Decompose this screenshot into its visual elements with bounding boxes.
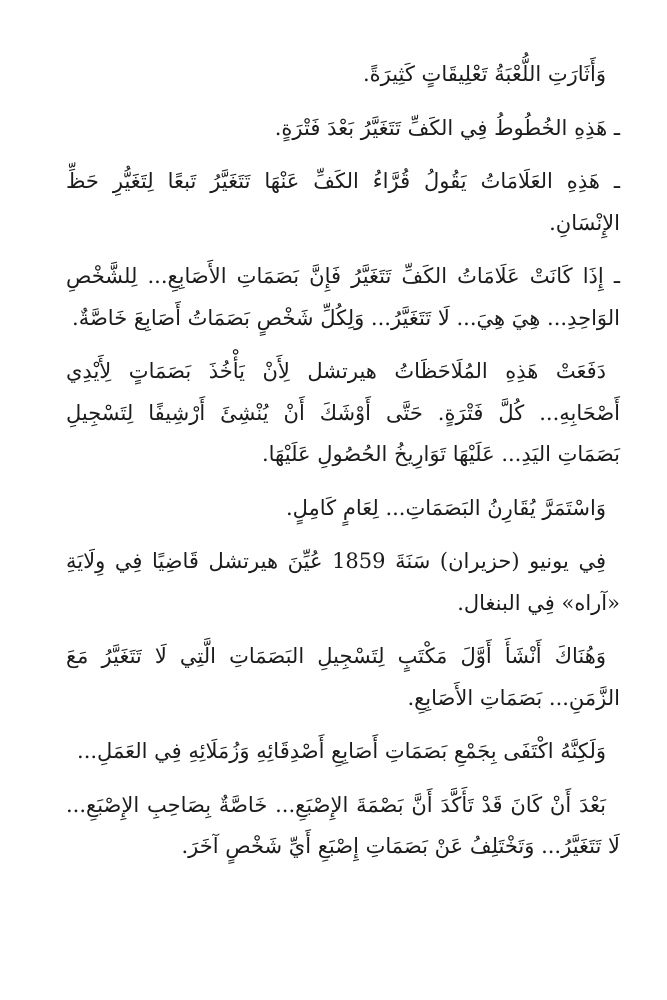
paragraph-2: ـ هَذِهِ الخُطُوطُ فِي الكَفِّ تَتَغَيَّرُ بَعْدَ فَتْرَةٍ. <box>274 115 620 140</box>
paragraph-9: وَلَكِنَّهُ اكْتَفَى بِجَمْعِ بَصَمَاتِ أَصَابِعِ أَصْدِقَائِهِ وَزُمَلَائِهِ فِي العَمَلِ... <box>77 739 606 763</box>
paragraph-5: دَفَعَتْ هَذِهِ المُلَاحَظَاتُ هيرتشل لِأَنْ يَأْخُذَ بَصَمَاتٍ لِأَيْدِي أَصْحَابِهِ... كُلَّ فَتْرَةٍ. حَتَّى أَوْشَكَ أَنْ يُنْشِئَ أَرْشِيفًا لِتَسْجِيلِ بَصَمَاتِ اليَدِ... عَلَيْهَا تَوَارِيخُ الحُصُولِ عَلَيْهَا. <box>66 359 620 466</box>
body-text <box>66 54 620 880</box>
paragraph-8: وَهُنَاكَ أَنْشَأَ أَوَّلَ مَكْتَبٍ لِتَسْجِيلِ البَصَمَاتِ الَّتِي لَا تَتَغَيَّرُ مَعَ الزَّمَنِ... بَصَمَاتِ الأَصَابِعِ. <box>66 644 620 710</box>
paragraph-7: فِي يونيو (حزيران) سَنَةَ 1859 عُيِّنَ هيرتشل قَاضِيًا فِي وِلَايَةِ «آراه» فِي البنغال. <box>66 549 620 615</box>
paragraph-10: بَعْدَ أَنْ كَانَ قَدْ تَأَكَّدَ أَنَّ بَصْمَةَ الإِصْبَعِ... خَاصَّةٌ بِصَاحِبِ الإِصْبَعِ... لَا تَتَغَيَّرُ... وَتَخْتَلِفُ عَنْ بَصَمَاتِ إِصْبَعِ أَيِّ شَخْصٍ آخَرَ. <box>66 792 620 858</box>
paragraph-1: وَأَثَارَتِ اللُّعْبَةُ تَعْلِيقَاتٍ كَثِيرَةً. <box>362 62 606 86</box>
paragraph-3: ـ هَذِهِ العَلَامَاتُ يَقُولُ قُرَّاءُ الكَفِّ عَنْهَا تَتَغَيَّرُ تَبعًا لِتَغَيُّرِ حَظِّ الإِنْسَانِ. <box>66 169 620 235</box>
paragraph-4: ـ إِذَا كَانَتْ عَلَامَاتُ الكَفِّ تَتَغَيَّرُ فَإِنَّ بَصَمَاتِ الأَصَابِعِ... لِلشَّخْصِ الوَاحِدِ... هِيَ هِيَ... لَا تَتَغَيَّرُ... وَلِكُلِّ شَخْصٍ بَصَمَاتُ أَصَابِعَ خَاصَّةٌ. <box>66 264 620 330</box>
paragraph-6: وَاسْتَمَرَّ يُقَارِنُ البَصَمَاتِ... لِعَامٍ كَامِلٍ. <box>285 495 606 520</box>
